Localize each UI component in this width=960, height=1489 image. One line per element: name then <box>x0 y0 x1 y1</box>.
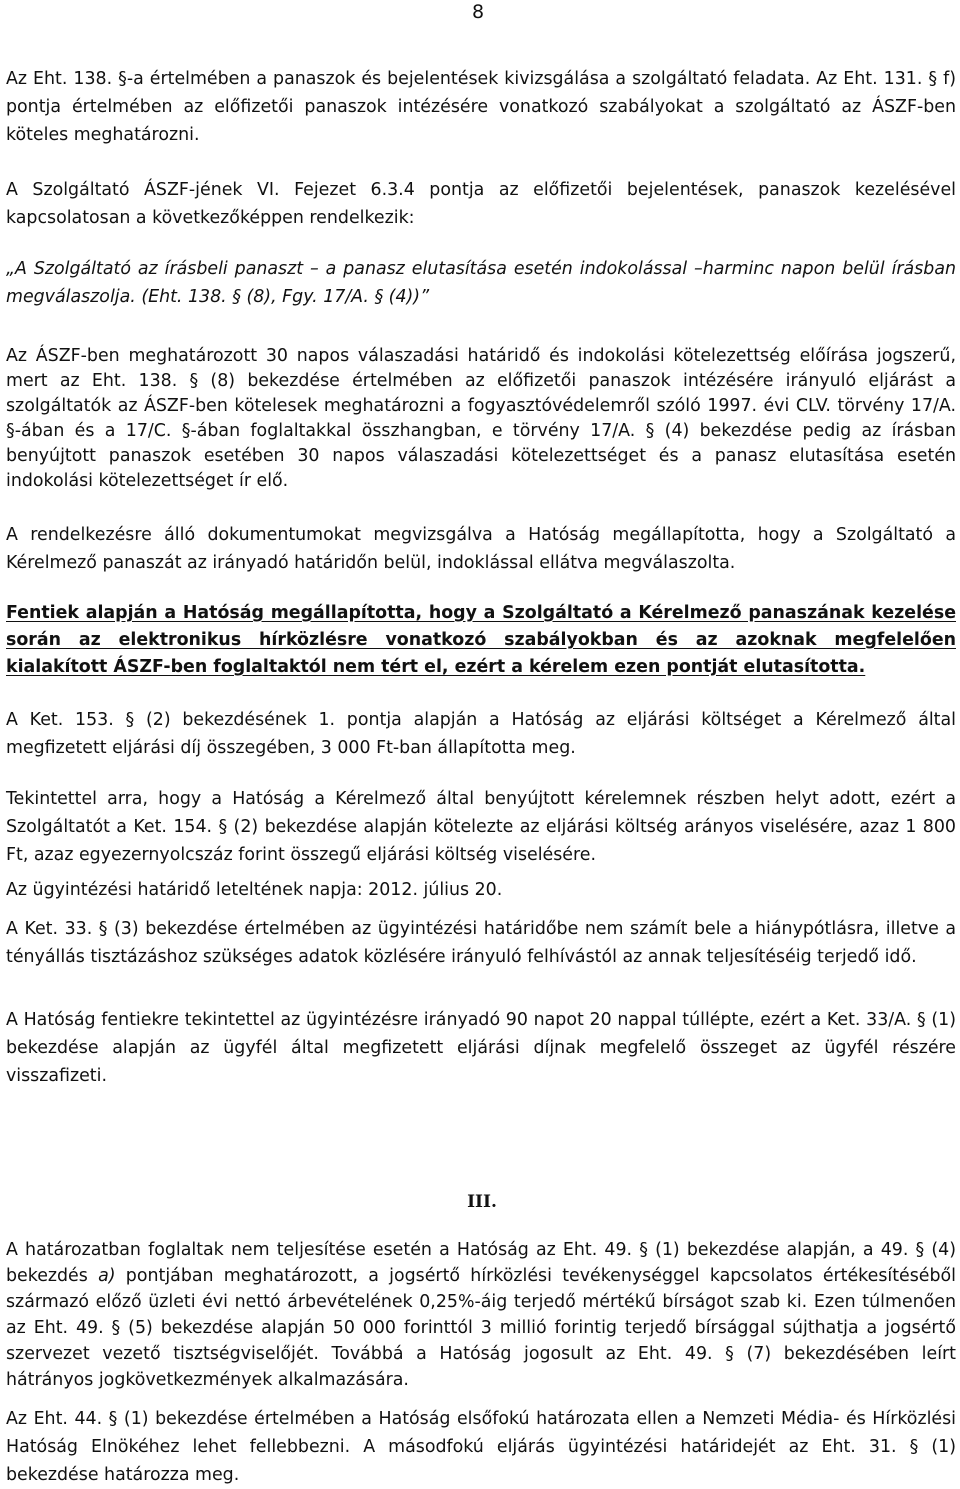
paragraph-aszf-reference: A Szolgáltató ÁSZF-jének VI. Fejezet 6.3.4 pontja az előfizetői bejelentések, panaszok kezelésével kapcsolatosan a következőképpen rendelkezik: <box>6 180 956 228</box>
paragraph-birsag-italic: a) <box>98 1266 116 1286</box>
paragraph-koltseg-viselese: Tekintettel arra, hogy a Hatóság a Kérelmező által benyújtott kérelemnek részben helyt adott, ezért a Szolgáltatót a Ket. 154. § (2) bekezdése alapján kötelezte az eljárási költség arányos viselésére, azaz 1 800 Ft, azaz egyezernyolcszáz forint összegű eljárási költség viselésére. <box>6 789 956 865</box>
paragraph-eljarasi-koltseg: A Ket. 153. § (2) bekezdésének 1. pontja alapján a Hatóság az eljárási költséget a Kérelmező által megfizetett eljárási díj összegében, 3 000 Ft-ban állapította meg. <box>6 710 956 758</box>
paragraph-ugyintezesi-hatarido: A Ket. 33. § (3) bekezdése értelmében az ügyintézési határidőbe nem számít bele a hiánypótlásra, illetve a tényállás tisztázáshoz szükséges adatok közlésére irányuló felhívástól az annak teljesítéséig terjedő idő. <box>6 919 956 967</box>
conclusion-paragraph: Fentiek alapján a Hatóság megállapította, hogy a Szolgáltató a Kérelmező panaszának kezelése során az elektronikus hírközlésre vonatkozó szabályokban és az azoknak megfelelően kialakított ÁSZF-ben foglaltaktól nem tért el, ezért a kérelem ezen pontját elutasította. <box>6 603 956 677</box>
paragraph-birsag-text-1: A határozatban foglaltak nem teljesítése esetén a Hatóság az Eht. 49. § (1) bekezdése alapján, a 49. § (4) bekezdés <box>6 1240 956 1286</box>
paragraph-birsag <box>6 1237 956 1393</box>
paragraph-jogszeru: Az ÁSZF-ben meghatározott 30 napos válaszadási határidő és indokolási kötelezettség előírása jogszerű, mert az Eht. 138. § (8) bekezdése értelmében az előfizetői panaszok intézésére irányuló eljárást a szolgáltatók az ÁSZF-ben kötelesek meghatározni a fogyasztóvédelemről szóló 1997. évi CLV. törvény 17/A. §-ában és a 17/C. §-ában foglaltakkal összhangban, e törvény 17/A. § (4) bekezdése pedig az írásban benyújtott panaszok esetében 30 napos válaszadási kötelezettséget és a panasz elutasítása esetén indokolási kötelezettséget ír elő. <box>6 346 956 491</box>
section-heading: III. <box>467 1192 497 1212</box>
paragraph-visszafizetes: A Hatóság fentiekre tekintettel az ügyintézésre irányadó 90 napot 20 nappal túllépte, ezért a Ket. 33/A. § (1) bekezdése alapján az ügyfél által megfizetett eljárási díjnak megfelelő összeget az ügyfél részére visszafizeti. <box>6 1010 956 1086</box>
paragraph-panaszok: Az Eht. 138. §-a értelmében a panaszok és bejelentések kivizsgálása a szolgáltató feladata. Az Eht. 131. § f) pontja értelmében az előfizetői panaszok intézésére vonatkozó szabályokat a szolgáltató az ÁSZF-ben köteles meghatározni. <box>6 69 956 145</box>
paragraph-fellebbezes: Az Eht. 44. § (1) bekezdése értelmében a Hatóság elsőfokú határozata ellen a Nemzeti Média- és Hírközlési Hatóság Elnökéhez lehet fellebbezni. A másodfokú eljárás ügyintézési határidejét az Eht. 31. § (1) bekezdése határozza meg. <box>6 1409 956 1485</box>
paragraph-dokumentumok: A rendelkezésre álló dokumentumokat megvizsgálva a Hatóság megállapította, hogy a Szolgáltató a Kérelmező panaszát az irányadó határidőn belül, indoklással ellátva megválaszolta. <box>6 525 956 573</box>
paragraph-hatarido: Az ügyintézési határidő leteltének napja: 2012. július 20. <box>6 880 503 900</box>
paragraph-birsag-text-2: pontjában meghatározott, a jogsértő hírközlési tevékenységgel kapcsolatos értékesítéséből származó előző üzleti évi nettó árbevételének 0,25%-áig terjedő mértékű bírságot szab ki. Ezen túlmenően az Eht. 49. § (5) bekezdése alapján 50 000 forinttól 3 millió forintig terjedő bírsággal sújthatja a jogsértő szervezet vezető tisztségviselőjét. Továbbá a Hatóság jogosult az Eht. 49. § (7) bekezdésében leírt hátrányos jogkövetkezmények alkalmazására. <box>6 1266 957 1390</box>
quoted-provision: „A Szolgáltató az írásbeli panaszt – a panasz elutasítása esetén indokolással –harminc napon belül írásban megválaszolja. (Eht. 138. § (8), Fgy. 17/A. § (4))” <box>6 259 956 307</box>
page-number: 8 <box>472 1 485 23</box>
